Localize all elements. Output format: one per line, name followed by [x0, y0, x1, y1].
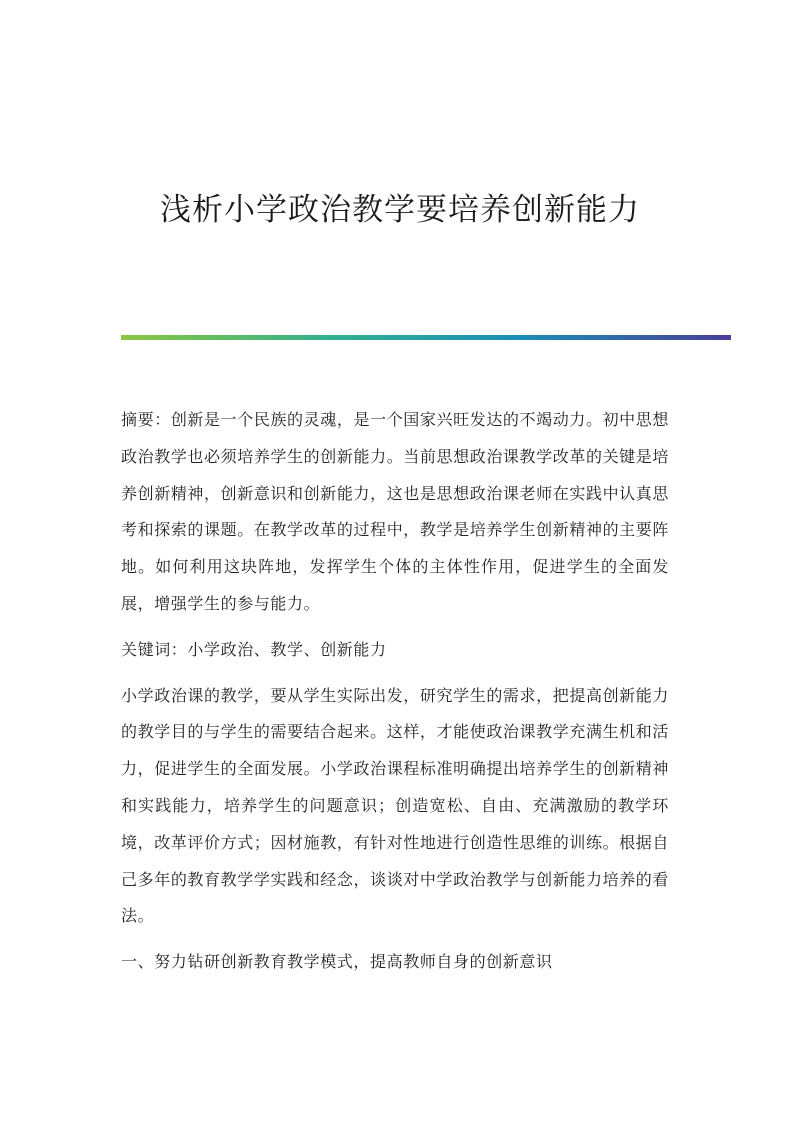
abstract-paragraph: 摘要：创新是一个民族的灵魂，是一个国家兴旺发达的不竭动力。初中思想政治教学也必须培养学生的创新能力。当前思想政治课教学改革的关键是培养创新精神，创新意识和创新能力，这也是思想政治课老师在实践中认真思考和探索的课题。在教学改革的过程中，教学是培养学生创新精神的主要阵地。如何利用这块阵地，发挥学生个体的主体性作用，促进学生的全面发展，增强学生的参与能力。	[121, 410, 669, 613]
document-title: 浅析小学政治教学要培养创新能力	[160, 192, 640, 228]
keywords-paragraph: 关键词：小学政治、教学、创新能力	[121, 639, 387, 659]
document-body	[121, 402, 669, 990]
title-divider	[121, 335, 731, 340]
section-heading-1: 一、努力钻研创新教育教学模式，提高教师自身的创新意识	[121, 952, 553, 972]
intro-paragraph: 小学政治课的教学，要从学生实际出发，研究学生的需求，把提高创新能力的教学目的与学生的需要结合起来。这样，才能使政治课教学充满生机和活力，促进学生的全面发展。小学政治课程标准明确提出培养学生的创新精神和实践能力，培养学生的问题意识；创造宽松、自由、充满激励的教学环境，改革评价方式；因材施教，有针对性地进行创造性思维的训练。根据自己多年的教育教学学实践和经念，谈谈对中学政治教学与创新能力培养的看法。	[121, 685, 669, 926]
